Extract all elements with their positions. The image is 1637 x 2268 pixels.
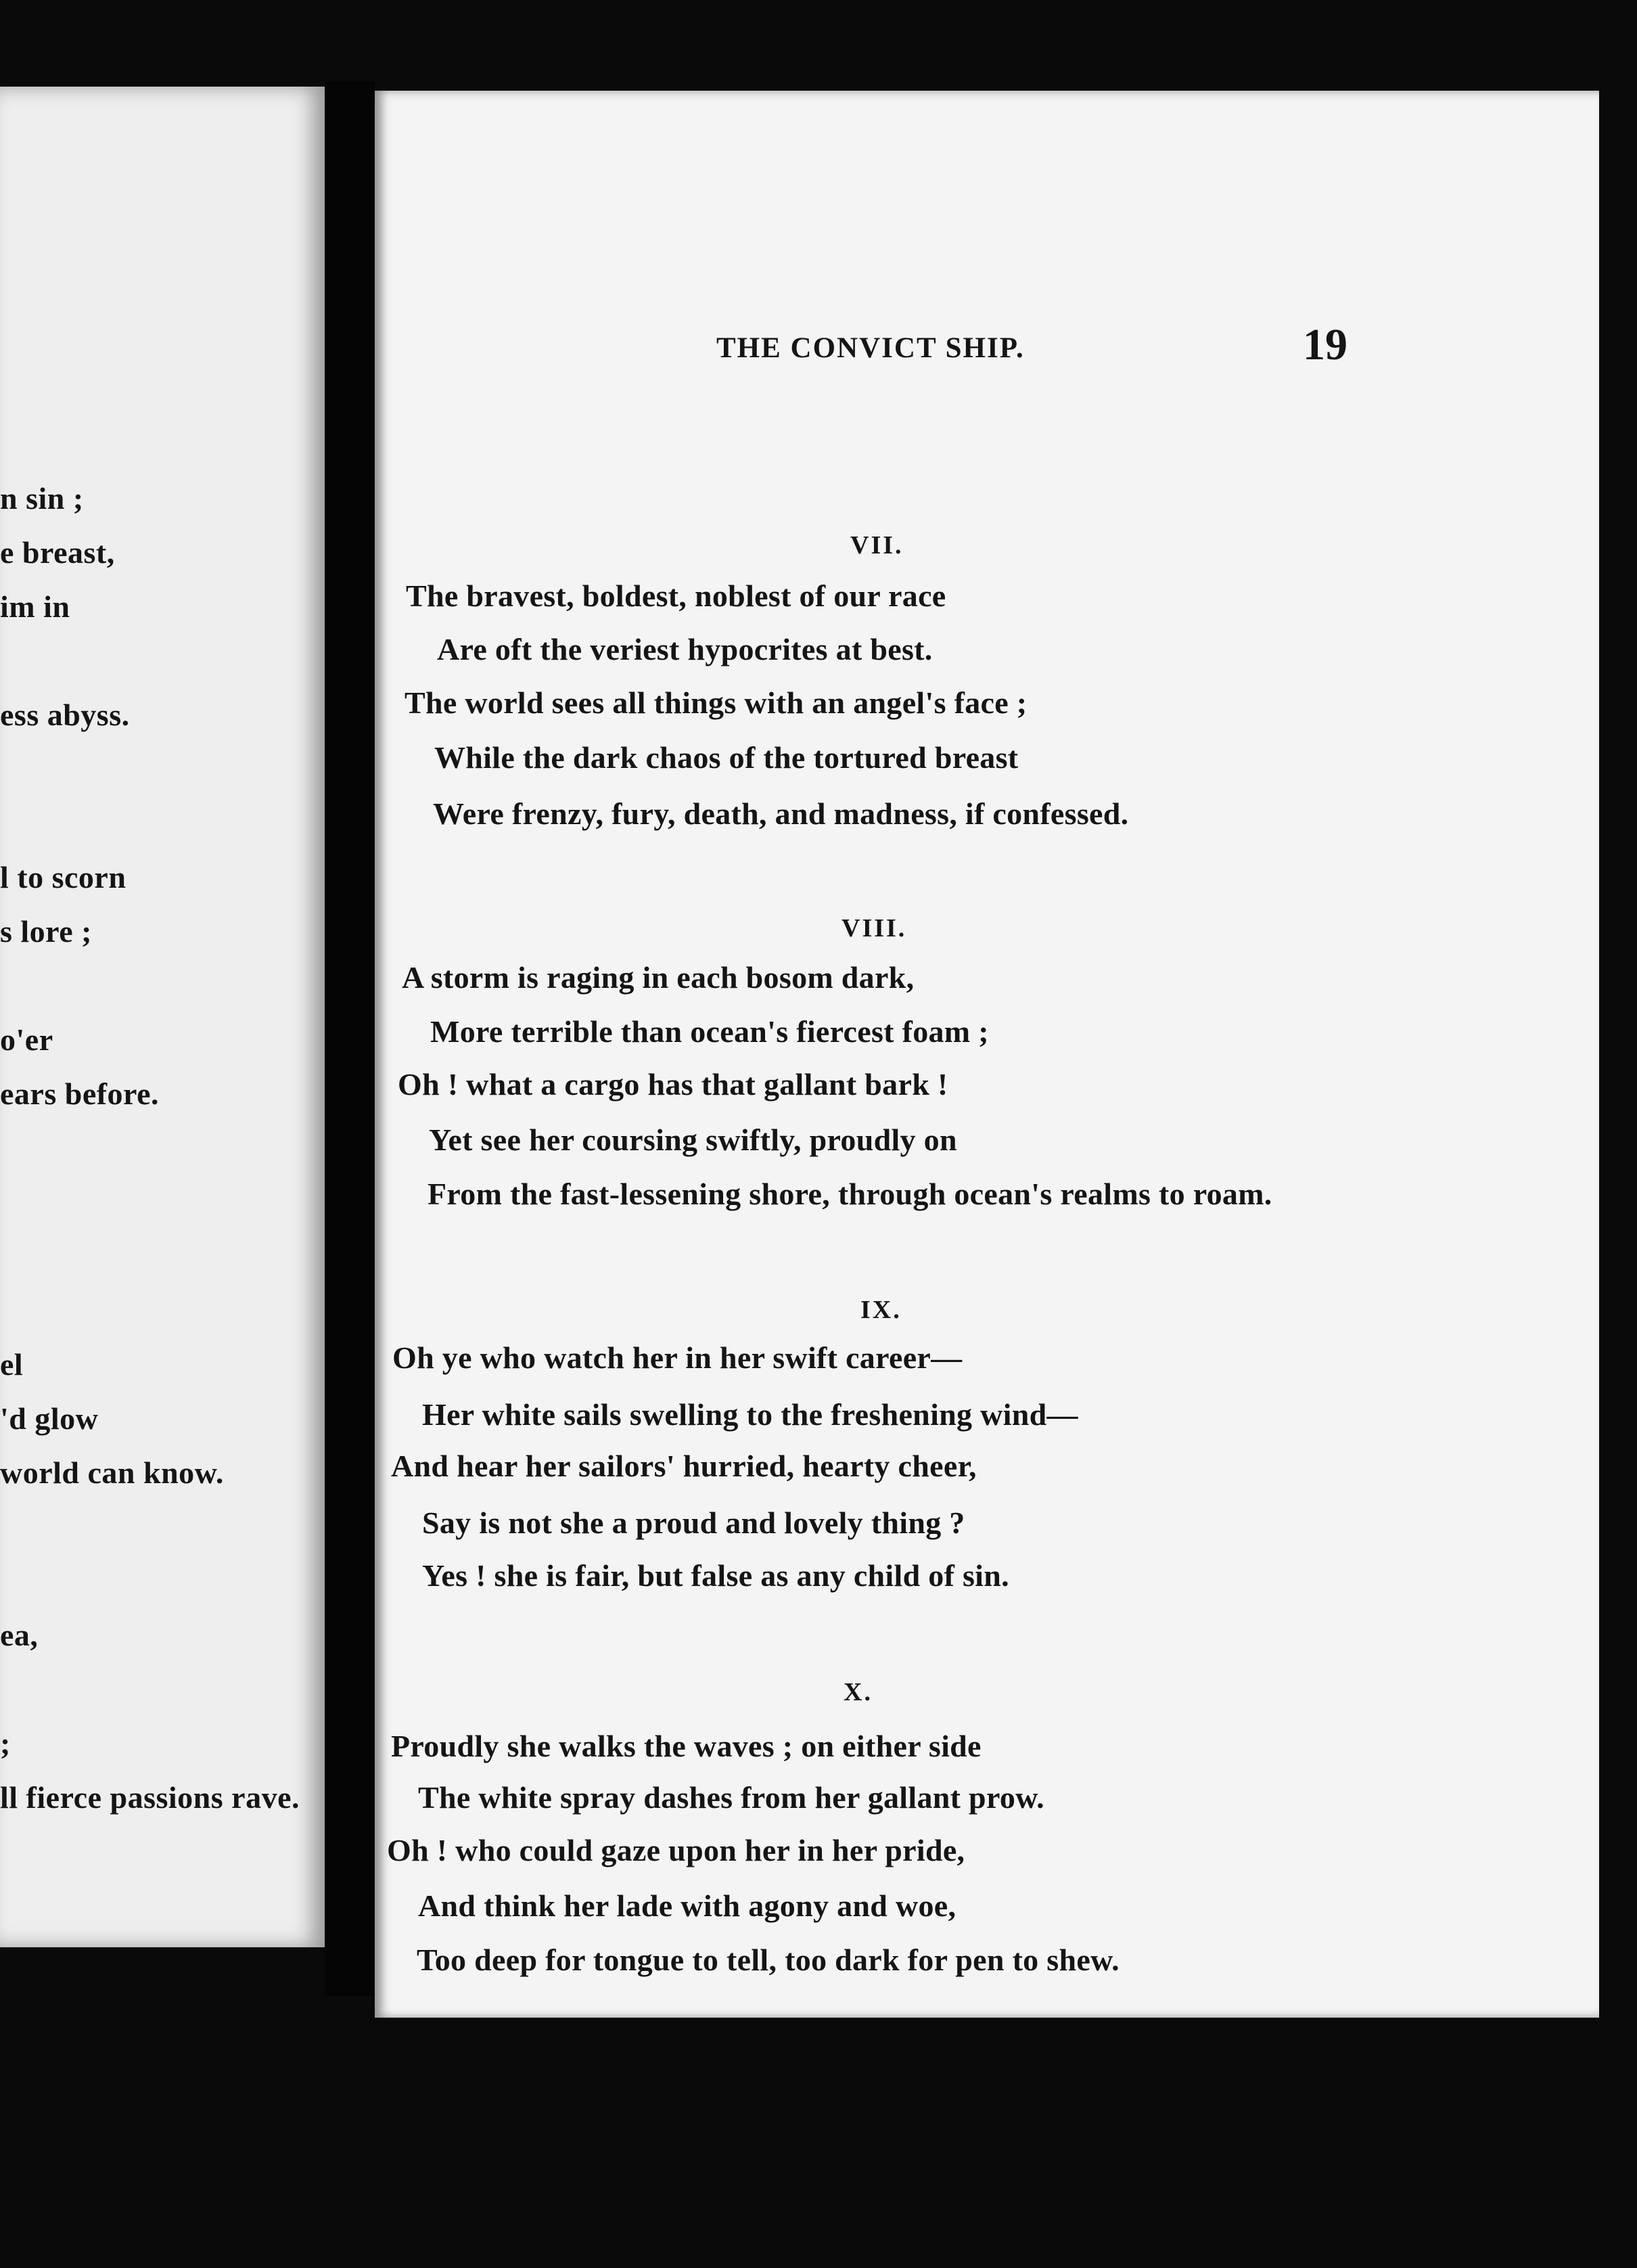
running-header-title: THE CONVICT SHIP. <box>716 332 1025 364</box>
verse-line: Oh ! who could gaze upon her in her pride, <box>387 1833 965 1867</box>
verse-line: The world sees all things with an angel's face ; <box>405 685 1028 720</box>
verse-line: Say is not she a proud and lovely thing ? <box>422 1505 965 1540</box>
left-page-line: e breast, <box>0 535 115 570</box>
stanza-number: VIII. <box>841 914 907 943</box>
stanza-number: X. <box>844 1678 873 1706</box>
left-page-line: el <box>0 1347 24 1382</box>
left-page-line: world can know. <box>0 1455 224 1490</box>
verse-line: The bravest, boldest, noblest of our race <box>406 579 946 613</box>
verse-line: Her white sails swelling to the freshening wind— <box>422 1397 1078 1432</box>
verse-line: Proudly she walks the waves ; on either side <box>391 1729 982 1763</box>
book-gutter <box>325 81 375 1996</box>
verse-line: While the dark chaos of the tortured breast <box>434 740 1019 775</box>
left-page-line: ears before. <box>0 1076 160 1111</box>
left-page-line: ess abyss. <box>0 698 130 732</box>
right-page <box>375 91 1599 2018</box>
left-page <box>0 87 325 1947</box>
verse-line: Are oft the veriest hypocrites at best. <box>437 632 933 666</box>
verse-line: Oh ye who watch her in her swift career— <box>392 1340 963 1375</box>
verse-line: Yes ! she is fair, but false as any child of sin. <box>422 1558 1009 1593</box>
verse-line: Yet see her coursing swiftly, proudly on <box>429 1122 957 1157</box>
left-page-line: s lore ; <box>0 914 93 949</box>
verse-line: From the fast-lessening shore, through ocean's realms to roam. <box>428 1177 1272 1211</box>
verse-line: And think her lade with agony and woe, <box>418 1888 956 1923</box>
left-page-line: n sin ; <box>0 481 84 516</box>
page-number: 19 <box>1303 320 1347 369</box>
verse-line: The white spray dashes from her gallant prow. <box>418 1780 1044 1815</box>
stanza-number: VII. <box>850 531 904 560</box>
left-page-line: ea, <box>0 1618 39 1652</box>
left-page-line: im in <box>0 589 70 624</box>
verse-line: More terrible than ocean's fiercest foam ; <box>430 1014 989 1049</box>
left-page-line: l to scorn <box>0 860 126 894</box>
verse-line: Oh ! what a cargo has that gallant bark ! <box>398 1067 948 1102</box>
left-page-line: ll fierce passions rave. <box>0 1780 300 1815</box>
verse-line: Were frenzy, fury, death, and madness, if confessed. <box>433 796 1129 831</box>
verse-line: Too deep for tongue to tell, too dark for pen to shew. <box>417 1943 1120 1977</box>
left-page-line: 'd glow <box>0 1401 99 1436</box>
left-page-line: ; <box>0 1726 11 1761</box>
stanza-number: IX. <box>860 1296 902 1324</box>
verse-line: A storm is raging in each bosom dark, <box>402 960 915 995</box>
verse-line: And hear her sailors' hurried, hearty cheer, <box>391 1449 977 1483</box>
left-page-line: o'er <box>0 1022 53 1057</box>
